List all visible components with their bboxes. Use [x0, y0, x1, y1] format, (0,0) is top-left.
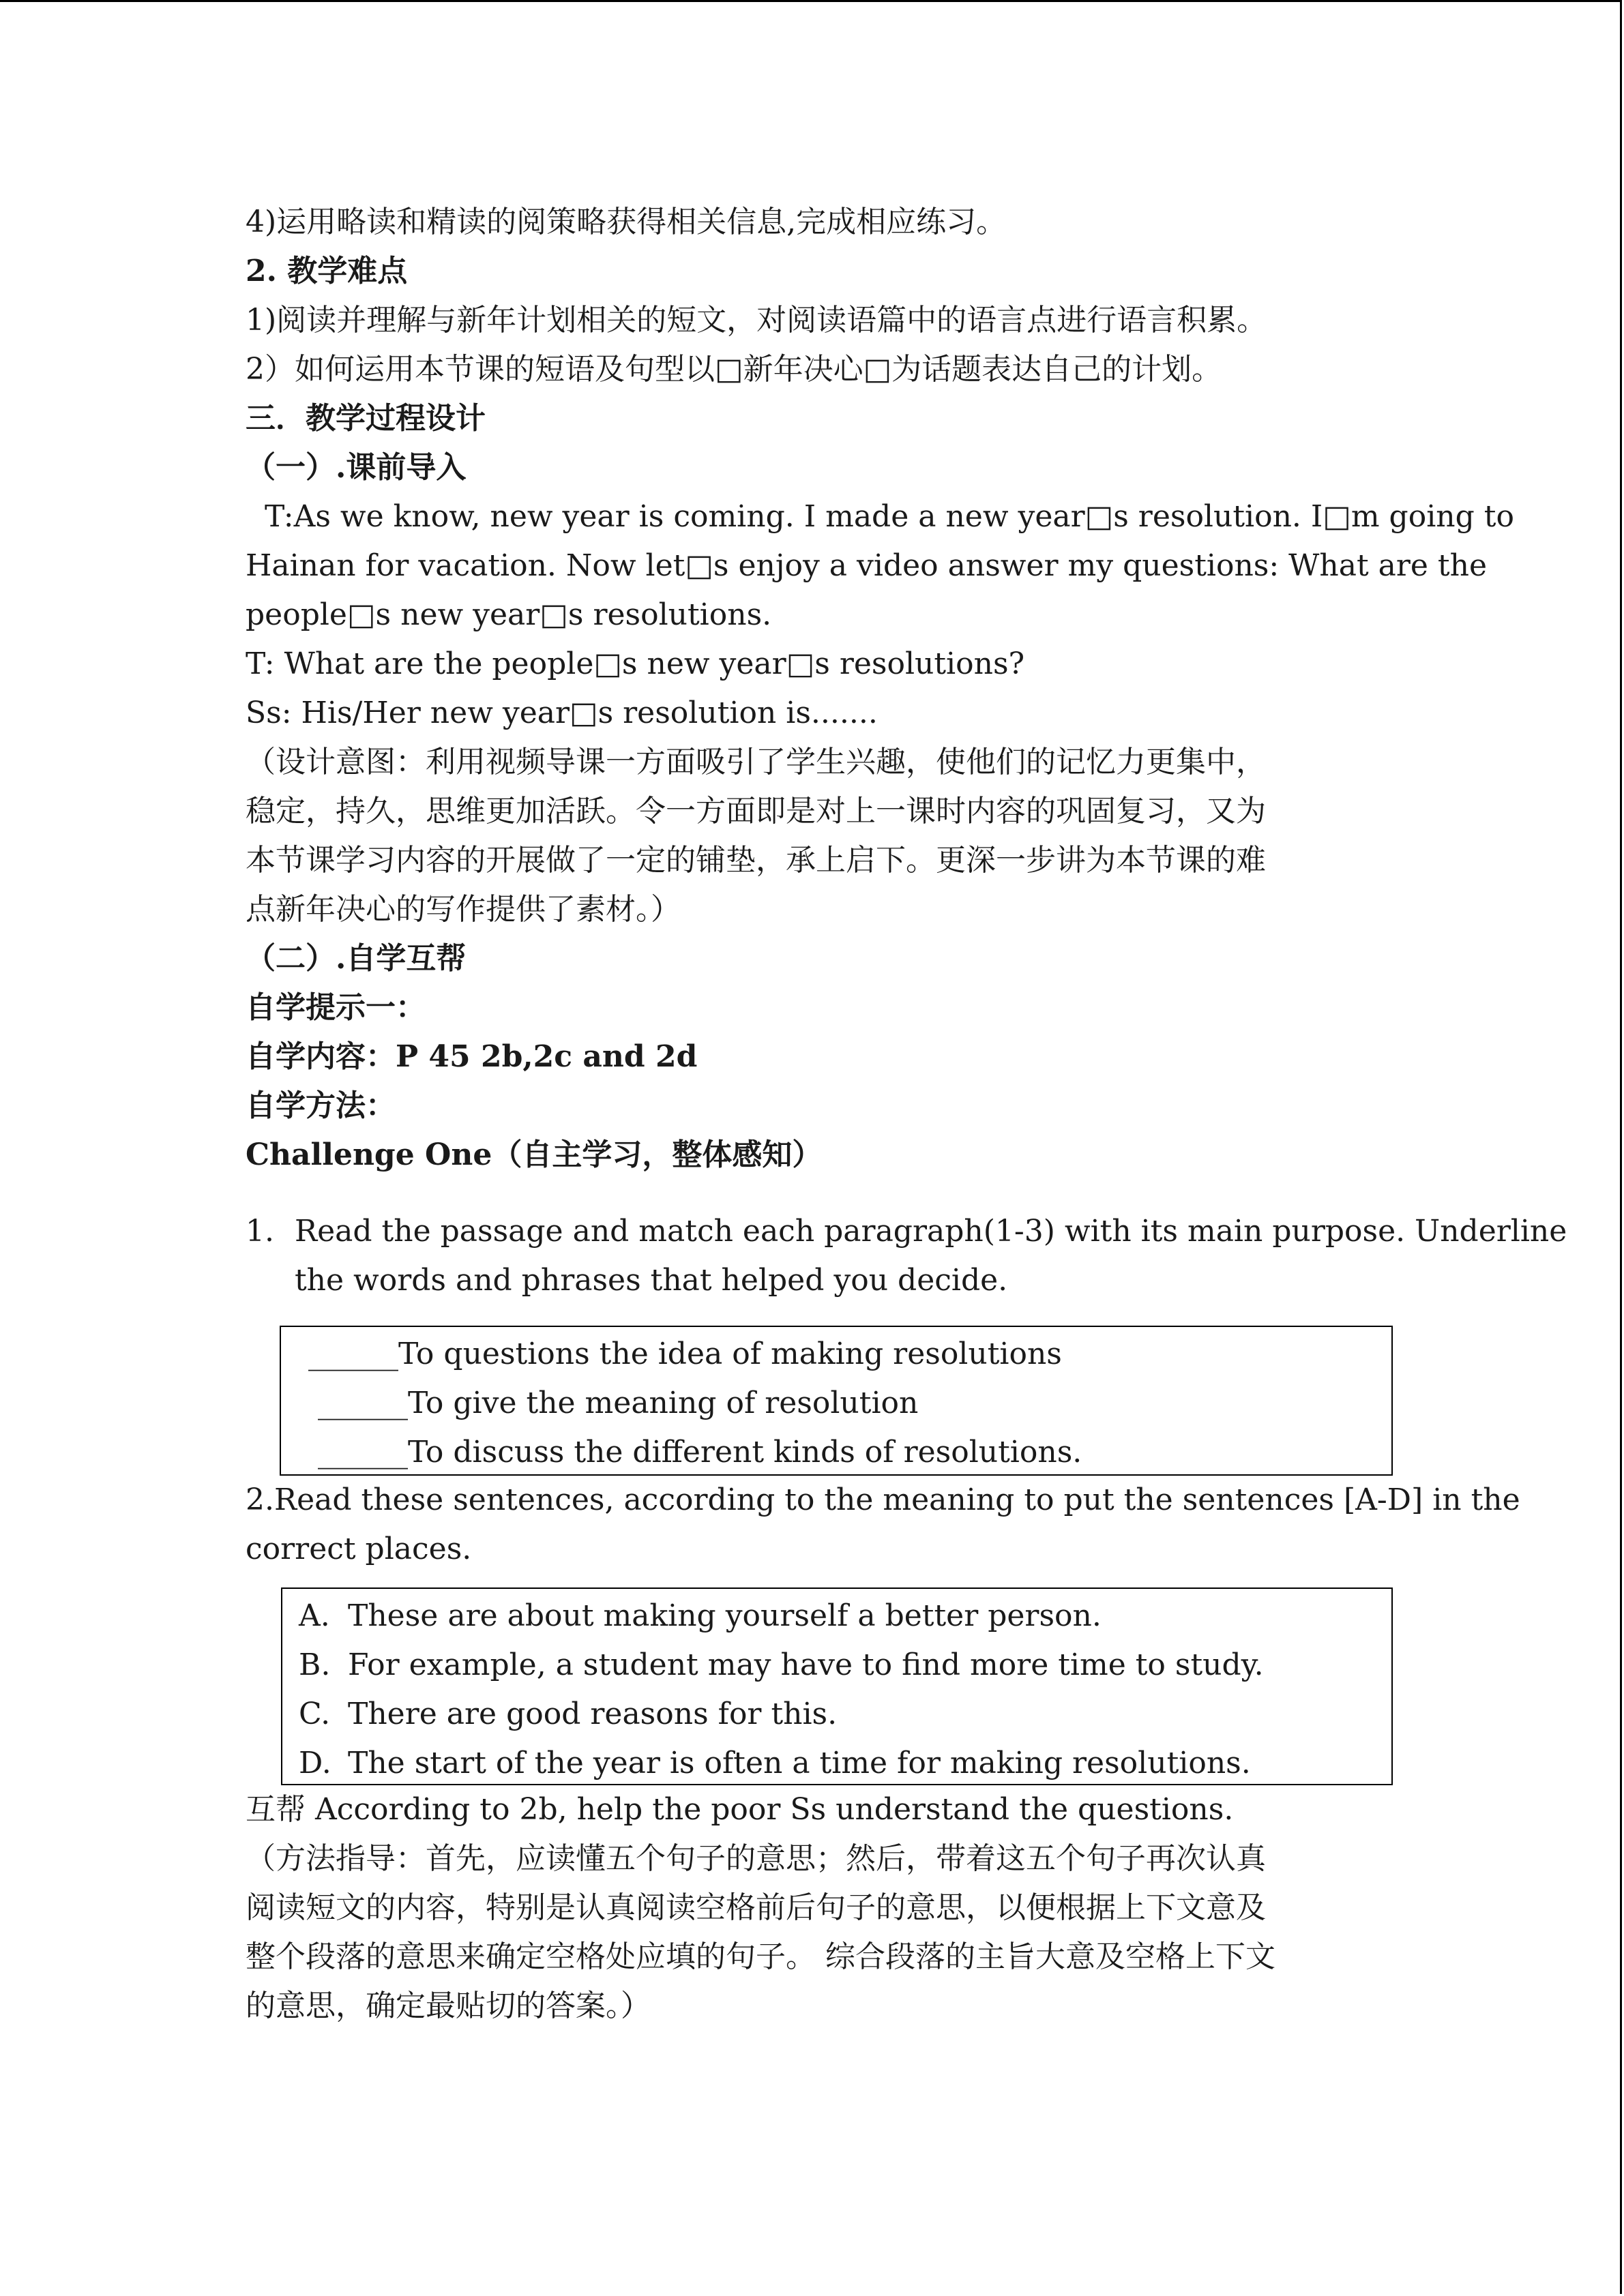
mutual-help-line: 互帮 According to 2b, help the poor Ss understand the questions. [246, 1792, 1234, 1827]
objective-4: 4)运用略读和精读的阅策略获得相关信息,完成相应练习。 [246, 205, 1007, 239]
task-2-line-2: correct places. [246, 1532, 472, 1566]
option-text: There are good reasons for this. [348, 1697, 838, 1731]
task-2-line-1: 2.Read these sentences, according to the meaning to put the sentences [A-D] in the [246, 1482, 1520, 1517]
design-intent-2: 稳定，持久，思维更加活跃。令一方面即是对上一课时内容的巩固复习，又为 [246, 794, 1266, 829]
document-body [246, 198, 1567, 2031]
teacher-question: T: What are the people□s new year□s resolutions? [246, 646, 1025, 681]
option-a [299, 1592, 1391, 1641]
option-text: For example, a student may have to find more time to study. [348, 1648, 1264, 1682]
option-text: The start of the year is often a time for making resolutions. [348, 1746, 1251, 1780]
students-answer: Ss: His/Her new year□s resolution is....... [246, 696, 878, 730]
task-1-line-2: the words and phrases that helped you decide. [295, 1263, 1008, 1298]
option-letter: D. [299, 1746, 331, 1780]
difficulty-1: 1)阅读并理解与新年计划相关的短文，对阅读语篇中的语言点进行语言积累。 [246, 303, 1267, 338]
teacher-line-2: Hainan for vacation. Now let□s enjoy a video answer my questions: What are the [246, 548, 1487, 583]
self-study-content: 自学内容：P 45 2b,2c and 2d [246, 1039, 698, 1074]
method-guide-4: 的意思，确定最贴切的答案。） [246, 1988, 651, 2023]
subsection-heading-self-study: （二）.自学互帮 [246, 941, 467, 976]
spacer [246, 1180, 1405, 1207]
self-study-method: 自学方法： [246, 1088, 396, 1123]
sentence-options-box [281, 1587, 1393, 1785]
teacher-line-1: T:As we know, new year is coming. I made a new year□s resolution. I□m going to [246, 499, 1514, 534]
task-1-number: 1. [246, 1214, 274, 1249]
option-letter: B. [299, 1648, 331, 1682]
option-text: These are about making yourself a better person. [348, 1598, 1102, 1633]
self-study-tip: 自学提示一： [246, 990, 426, 1025]
matching-item: ______To give the meaning of resolution [308, 1386, 919, 1420]
option-c [299, 1690, 1391, 1739]
option-d [299, 1739, 1391, 1788]
method-guide-2: 阅读短文的内容，特别是认真阅读空格前后句子的意思，以便根据上下文意及 [246, 1890, 1266, 1925]
method-guide-3: 整个段落的意思来确定空格处应填的句子。 综合段落的主旨大意及空格上下文 [246, 1939, 1275, 1974]
option-b [299, 1641, 1391, 1690]
task-1-line-1: Read the passage and match each paragraph(1-3) with its main purpose. Underline [295, 1214, 1567, 1249]
design-intent-3: 本节课学习内容的开展做了一定的铺垫，承上启下。更深一步讲为本节课的难 [246, 843, 1266, 878]
matching-box [280, 1326, 1393, 1476]
section-heading-process: 三．教学过程设计 [246, 401, 486, 436]
method-guide-1: （方法指导：首先，应读懂五个句子的意思；然后，带着这五个句子再次认真 [246, 1841, 1266, 1876]
matching-item: ______To discuss the different kinds of resolutions. [308, 1435, 1082, 1470]
task-1 [246, 1207, 1567, 1305]
option-letter: A. [299, 1598, 330, 1633]
option-letter: C. [299, 1697, 331, 1731]
design-intent-1: （设计意图：利用视频导课一方面吸引了学生兴趣，使他们的记忆力更集中， [246, 745, 1266, 779]
subsection-heading-intro: （一）.课前导入 [246, 450, 467, 485]
section-heading-difficulty: 2. 教学难点 [246, 254, 408, 288]
difficulty-2: 2）如何运用本节课的短语及句型以□新年决心□为话题表达自己的计划。 [246, 352, 1222, 387]
teacher-line-3: people□s new year□s resolutions. [246, 597, 772, 632]
design-intent-4: 点新年决心的写作提供了素材。） [246, 892, 681, 927]
challenge-one-heading: Challenge One（自主学习，整体感知） [246, 1137, 823, 1172]
matching-item: ______To questions the idea of making resolutions [308, 1337, 1062, 1371]
